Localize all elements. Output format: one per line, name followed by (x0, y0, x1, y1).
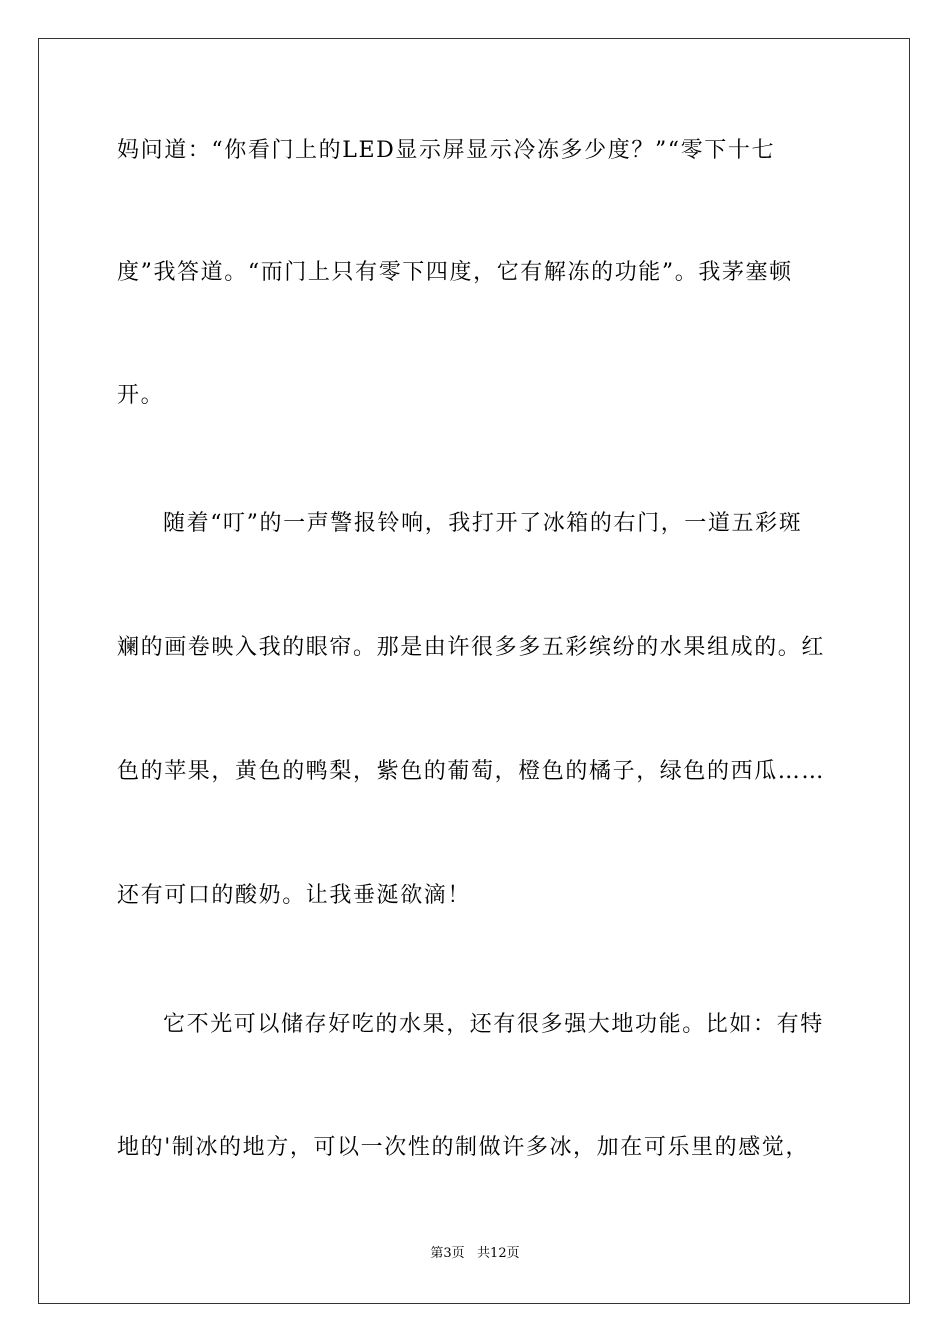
page-border (38, 38, 910, 1304)
text-line-9: 地的'制冰的地方，可以一次性的制做许多冰，加在可乐里的感觉， (117, 1135, 810, 1160)
text-line-4: 随着“叮”的一声警报铃响，我打开了冰箱的右门，一道五彩斑 (163, 511, 803, 536)
text-line-5: 斓的画卷映入我的眼帘。那是由许很多多五彩缤纷的水果组成的。红 (117, 635, 826, 660)
text-line-1: 妈问道：“你看门上的LED显示屏显示冷冻多少度？”“零下十七 (117, 138, 776, 163)
text-line-3: 开。 (117, 383, 165, 408)
text-line-2: 度”我答道。“而门上只有零下四度，它有解冻的功能”。我茅塞顿 (117, 260, 793, 285)
text-line-7: 还有可口的酸奶。让我垂涎欲滴！ (117, 883, 472, 908)
page-number-footer: 第3页 共12页 (430, 1246, 520, 1261)
text-line-6: 色的苹果，黄色的鸭梨，紫色的葡萄，橙色的橘子，绿色的西瓜…… (117, 759, 826, 784)
text-line-8: 它不光可以储存好吃的水果，还有很多强大地功能。比如：有特 (163, 1012, 824, 1037)
